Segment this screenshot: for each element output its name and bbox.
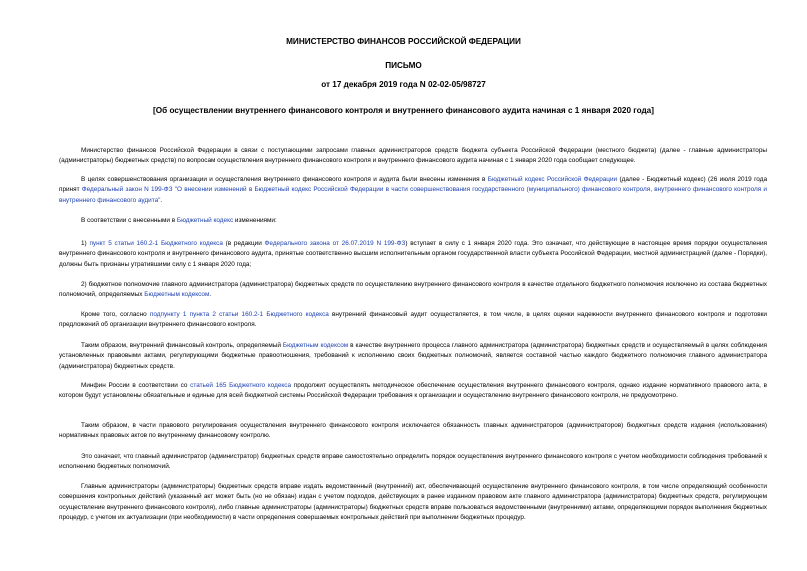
article-165-link[interactable]: статьей 165 Бюджетного кодекса [190,382,292,389]
paragraph-item-1 [59,239,767,270]
paragraph-text: Минфин России в соответствии со [81,382,191,389]
paragraph-text: (далее - Бюджетный кодекс) (26 июля 2019 года принят [59,176,768,194]
paragraph-self-determination: Это означает, что главный администратор (администратор) бюджетных средств вправе самостоятельно определить порядок осуществления внутреннего финансового контроля с учетом необходимости соблюдения требований к исполнению бюджетных полномочий. [59,453,767,471]
paragraph-internal-control [59,341,767,372]
paragraph-text: . [160,196,163,204]
budget-code-link[interactable]: Бюджетный кодекс [176,217,234,224]
budget-code-link[interactable]: Бюджетный кодекс Российской Федерации [487,176,618,183]
paragraph-text: Таким образом, внутренний финансовый контроль, определяемый [81,342,283,349]
paragraph-regulation: Таким образом, в части правового регулирования осуществления внутреннего финансового контроля исключается обязанность главных администраторов (администраторов) бюджетных средств издания (использования) нормативных правовых актов по внутреннему финансовому контролю. [59,422,767,440]
paragraph-text: ) вступает в силу с 1 января 2020 года. Это означает, что действующие в настоящее время порядки осуществления внутреннего финансового контроля и внутреннего финансового аудита, принятые соответственно высшим исполнительным органом государственной власти субъекта Российской Федерации, местной администрацией (далее - Порядки), должны быть признаны утратившими силу с 1 января 2020 года; [59,240,767,268]
document-subject: [Об осуществлении внутреннего финансового контроля и внутреннего финансового аудита начиная с 1 января 2020 года] [153,106,654,115]
article-160-2-1-p5-link[interactable]: пункт 5 статьи 160.2-1 Бюджетного кодекса [89,240,223,247]
paragraph-item-2 [59,280,767,301]
paragraph-text: (в редакции [222,240,265,247]
paragraph-text: Кроме того, согласно [81,311,150,318]
paragraph-text: В целях совершенствования организации и осуществления внутреннего финансового контроля и аудита были внесены изменения в [81,176,488,183]
ministry-title: МИНИСТЕРСТВО ФИНАНСОВ РОССИЙСКОЙ ФЕДЕРАЦИИ [286,37,521,46]
document-date-number: от 17 декабря 2019 года N 02-02-05/98727 [321,80,486,89]
paragraph-text: продолжит осуществлять методическое обеспечение осуществления внутреннего финансового контроля, однако издание нормативного правового акта, в котором будут установлены обязательные и единые для всей бюджетной системы Российской Федерации требования к организации и осуществлению внутреннего финансового контроля, не предусмотрено. [59,382,767,400]
federal-law-link[interactable]: Федерального закона от 26.07.2019 N 199-ФЗ [264,240,406,247]
paragraph-text: В соответствии с внесенными в [81,217,177,224]
paragraph-text: . [209,291,212,299]
paragraph-intro: Министерство финансов Российской Федерации в связи с поступающими запросами главных администраторов средств бюджета субъекта Российской Федерации (местного бюджета) (далее - главные администраторы (администраторы) бюджетных средств) по вопросам осуществления внутреннего финансового контроля и внутреннего финансового аудита начиная с 1 января 2020 года сообщает следующее. [59,147,767,165]
paragraph-text: в качестве внутреннего процесса главного администратора (администратора) бюджетных средств и осуществляемый в целях соблюдения установленных правовыми актами, регулирующими бюджетные правоотношения, требований к исполнению своих бюджетных полномочий, является составной частью каждого бюджетного полномочия главного администратора (администратора) бюджетных средств. [59,342,767,370]
document-type: ПИСЬМО [385,61,422,70]
paragraph-minfin-methodology [59,381,767,402]
article-160-2-1-p2-link[interactable]: подпункту 1 пункта 2 статьи 160.2-1 Бюджетного кодекса [149,311,329,318]
paragraph-audit-purpose [59,310,767,331]
paragraph-amendments [59,175,767,206]
paragraph-changes-intro [59,216,767,226]
paragraph-text: внутренний финансовый аудит осуществляется, в том числе, в целях оценки надежности внутреннего финансового контроля и подготовки предложений об организации внутреннего финансового контроля. [59,311,767,329]
paragraph-text: изменениями: [233,217,277,224]
budget-code-link[interactable]: Бюджетным кодексом [282,342,349,349]
paragraph-text: 1) [81,240,90,247]
paragraph-departmental-acts: Главные администраторы (администраторы) бюджетных средств вправе издать ведомственный (внутренний) акт, обеспечивающий осуществление внутреннего финансового контроля, в том числе определяющий особенности совершения контрольных действий (указанный акт может быть (но не обязан) издан с учетом подходов, действующих в ранее изданном правовом акте главного администратора (администратора) бюджетных средств, регулирующем осуществление внутреннего финансового контроля), либо главные администраторы (администраторы) бюджетных средств вправе пользоваться ведомственными (внутренними) актами, определяющими порядок выполнения бюджетных процедур, с учетом их актуализации (при необходимости) в части определения совершаемых контрольных действий при выполнении бюджетных процедур. [59,483,767,522]
budget-code-link[interactable]: Бюджетным кодексом [144,291,210,299]
federal-law-199-link[interactable]: Федеральный закон N 199-ФЗ "О внесении изменений в Бюджетный кодекс Российской Федерации в части совершенствования государственного (муниципального) финансового контроля, внутреннего финансового контроля и внутреннего финансового аудита" [59,186,768,204]
paragraph-text: 2) бюджетное полномочие главного администратора (администратора) бюджетных средств по осуществлению внутреннего финансового контроля в качестве отдельного бюджетного полномочия исключено из состава бюджетных полномочий, определяемых [59,281,767,299]
